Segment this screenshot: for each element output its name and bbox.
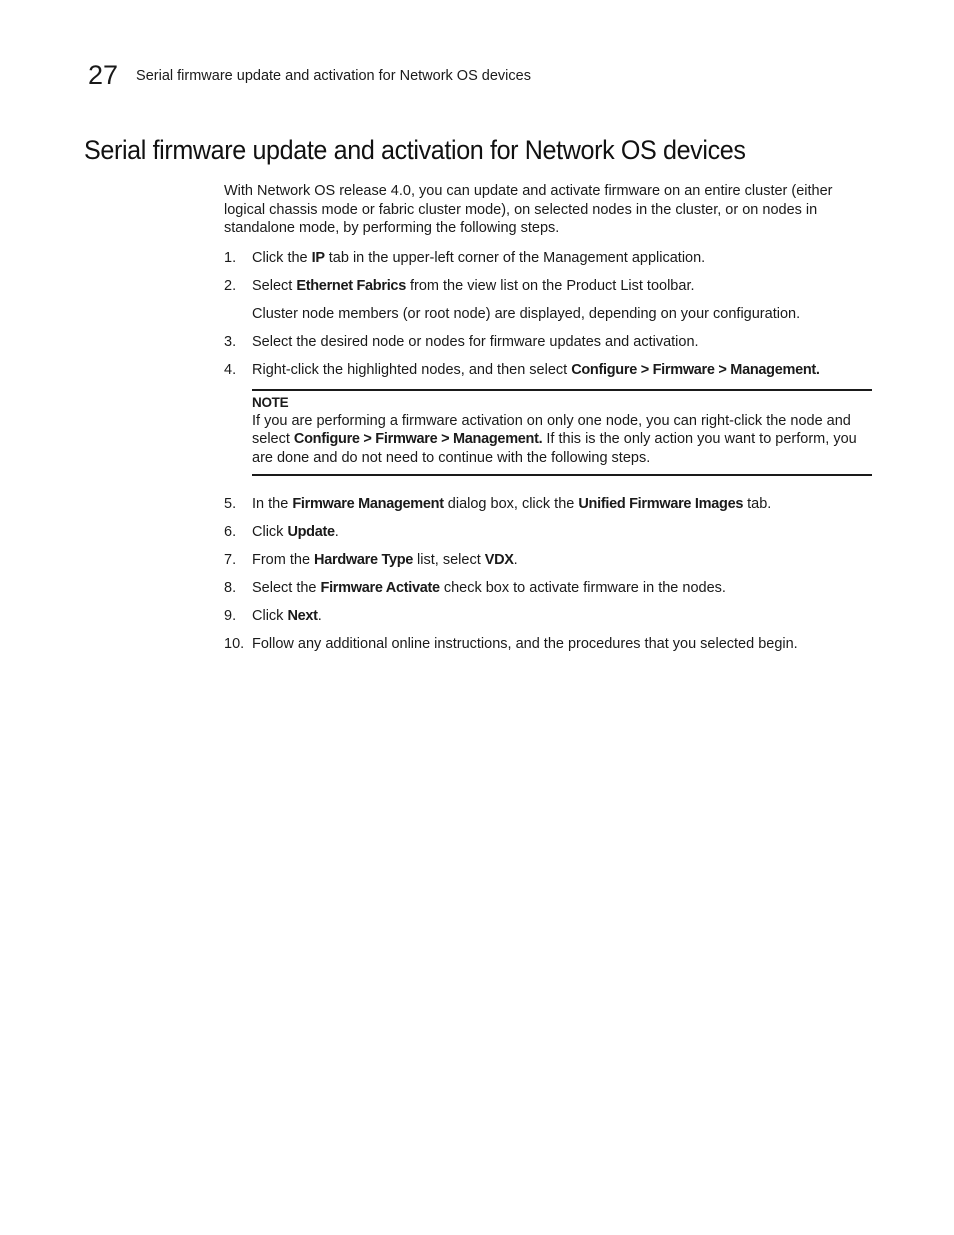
step-number: 10. xyxy=(224,636,245,652)
intro-paragraph: With Network OS release 4.0, you can update and activate firmware on an entire cluster (either logical chassis mode or fabric cluster mode), on selected nodes in the cluster, or on nodes in standalone mode, by performing the following steps. xyxy=(224,183,833,236)
step-number: 7. xyxy=(224,552,237,568)
step-text xyxy=(252,277,872,296)
step-text-part: Click xyxy=(252,608,288,624)
running-header xyxy=(88,56,531,90)
ui-term: VDX xyxy=(484,552,514,568)
ui-term: Configure > Firmware > Management. xyxy=(571,361,820,378)
step-number: 9. xyxy=(224,608,237,624)
note-box xyxy=(252,389,872,477)
step-number: 3. xyxy=(224,333,237,350)
ui-term: Firmware Activate xyxy=(320,580,440,596)
step-text-part: from the view list on the Product List toolbar. xyxy=(405,277,695,294)
page-title: Serial firmware update and activation for Network OS devices xyxy=(84,135,746,165)
step-text-part: tab in the upper-left corner of the Management application. xyxy=(324,249,706,266)
step-text xyxy=(252,551,872,570)
step-text xyxy=(252,361,872,380)
step-item xyxy=(224,277,872,296)
step-text-part: From the xyxy=(252,552,315,568)
step-item xyxy=(224,495,872,514)
step-text-part: . xyxy=(334,524,339,540)
step-text-part: check box to activate firmware in the nodes. xyxy=(439,580,726,596)
step-number: 6. xyxy=(224,524,237,540)
ui-term: Update xyxy=(287,524,335,540)
note-text-part: If you are performing a firmware activation on only one node, you can right-click the node and select xyxy=(252,412,851,447)
step-item xyxy=(224,523,872,542)
step-number: 1. xyxy=(224,249,237,266)
main-content xyxy=(224,182,872,663)
step-number: 5. xyxy=(224,496,237,512)
step-item xyxy=(224,635,872,654)
ui-term: Configure > Firmware > Management. xyxy=(293,431,543,447)
step-text-part: Click xyxy=(252,524,288,540)
note-label: NOTE xyxy=(252,394,289,410)
step-text-part: . xyxy=(317,608,322,624)
step-text-part: Select the xyxy=(252,580,321,596)
step-text-part: Select xyxy=(252,277,297,294)
step-item xyxy=(224,579,872,598)
step-text xyxy=(252,249,872,268)
step-item xyxy=(224,607,872,626)
ui-term: Ethernet Fabrics xyxy=(296,277,406,294)
running-title: Serial firmware update and activation for Network OS devices xyxy=(136,68,531,84)
step-text xyxy=(252,607,872,626)
step-number: 4. xyxy=(224,361,237,378)
ui-term: Hardware Type xyxy=(314,552,414,568)
step-text-part: dialog box, click the xyxy=(443,496,579,512)
step-text-part: . xyxy=(513,552,518,568)
step-text: Select the desired node or nodes for firmware updates and activation. xyxy=(252,333,699,350)
step-item xyxy=(224,333,872,352)
ui-term: IP xyxy=(311,249,325,266)
step-result-text: Cluster node members (or root node) are displayed, depending on your configuration. xyxy=(252,305,801,322)
step-text-part: tab. xyxy=(743,496,772,512)
step-text: Follow any additional online instructions, and the procedures that you selected begin. xyxy=(252,636,798,652)
step-text xyxy=(252,495,872,514)
note-text xyxy=(252,412,872,468)
step-text xyxy=(252,579,872,598)
ui-term: Next xyxy=(287,608,318,624)
step-item xyxy=(224,249,872,268)
step-number: 8. xyxy=(224,580,237,596)
step-item xyxy=(224,361,872,380)
step-text xyxy=(252,523,872,542)
step-text-part: Click the xyxy=(252,249,312,266)
step-number: 2. xyxy=(224,277,237,294)
ui-term: Firmware Management xyxy=(292,496,444,512)
chapter-number: 27 xyxy=(88,60,119,90)
ui-term: Unified Firmware Images xyxy=(578,496,744,512)
note-text-part: If this is the only action you want to perform, you are done and do not need to continue with the following steps. xyxy=(252,431,857,466)
steps-list xyxy=(224,249,872,654)
step-text-part: In the xyxy=(252,496,293,512)
step-text-part: Right-click the highlighted nodes, and then select xyxy=(252,361,572,378)
step-item xyxy=(224,551,872,570)
step-text-part: list, select xyxy=(413,552,485,568)
